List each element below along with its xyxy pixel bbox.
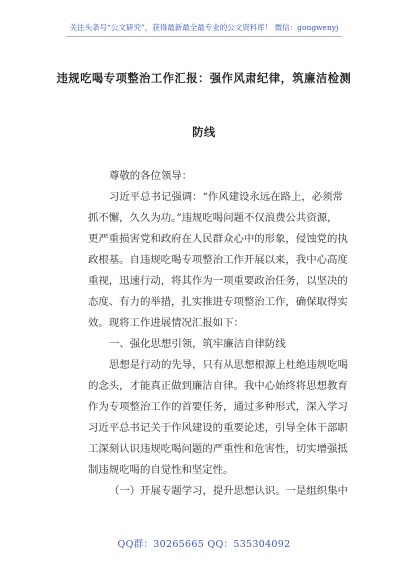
body-line: 重视，迅速行动，将其作为一项重要政治任务，以坚决的 (88, 275, 348, 287)
body-line: 习近平总书记强调：“作风建设永远在路上，必须常 (109, 191, 343, 203)
body-line: 的念头，才能真正做到廉洁自律。我中心始终将思想教育 (88, 380, 348, 392)
body-line: 一、强化思想引领，筑牢廉洁自律防线 (109, 338, 286, 350)
body-line: 态度、有力的举措，扎实推进专项整治工作，确保取得实 (88, 296, 348, 308)
header-divider (66, 36, 342, 37)
body-line: 政根基。自违规吃喝专项整治工作开展以来，我中心高度 (88, 254, 348, 266)
footer-contact: QQ群：30265665 QQ：535304092 (117, 539, 291, 550)
body-line: 抓不懈，久久为功。”违规吃喝问题不仅浪费公共资源， (88, 212, 338, 224)
body-line: 效。现将工作进展情况汇报如下： (88, 317, 244, 329)
body-line: 更严重损害党和政府在人民群众心中的形象，侵蚀党的执 (88, 233, 348, 245)
body-line: 思想是行动的先导，只有从思想根源上杜绝违规吃喝 (109, 359, 348, 371)
body-line: 习近平总书记关于作风建设的重要论述，引导全体干部职 (88, 422, 348, 434)
body-line: 工深刻认识违规吃喝问题的严重性和危害性，切实增强抵 (88, 443, 348, 455)
body-line: 尊敬的各位领导： (109, 170, 193, 182)
document-title-line-2: 防线 (192, 125, 216, 139)
body-line: 作为专项整治工作的首要任务，通过多种形式，深入学习 (88, 401, 348, 413)
document-body (88, 166, 348, 502)
header-promo-note: 关注头条号“公文研究”，获得最新最全最专业的公文资料库！ 微信：gongwenyj (69, 23, 339, 32)
body-line: （一）开展专题学习，提升思想认识。一是组织集中 (109, 485, 348, 497)
body-line: 制违规吃喝的自觉性和坚定性。 (88, 464, 234, 476)
document-title-line-1: 违规吃喝专项整治工作汇报：强作风肃纪律，筑廉洁检测 (56, 71, 352, 85)
